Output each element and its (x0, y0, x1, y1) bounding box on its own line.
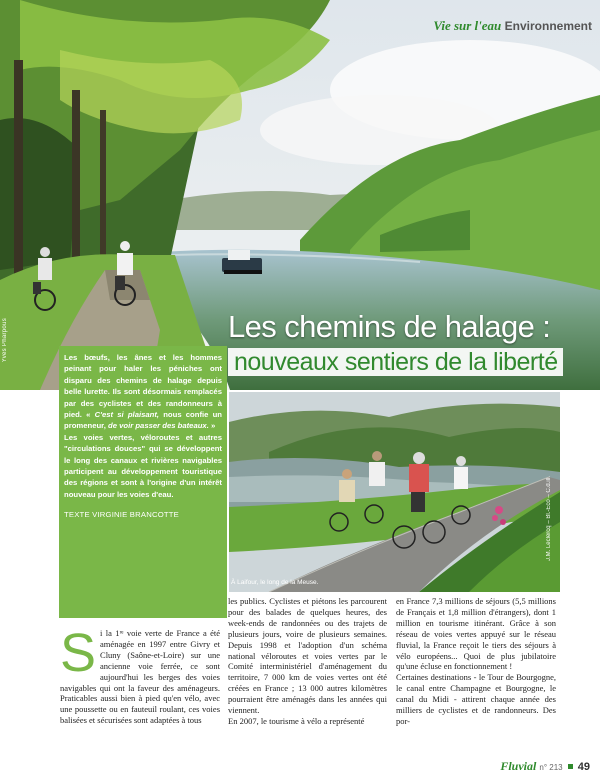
intro-quote: C'est si plaisant, (94, 410, 160, 420)
intro-p1-mid: nous confie un promeneur, (64, 410, 222, 431)
page-footer (500, 759, 590, 774)
intro-p1-end: » (208, 421, 216, 431)
page-number: 49 (577, 761, 590, 773)
intro-paragraph-1 (64, 352, 222, 432)
body-col2-text-a: les publics. Cyclistes et piétons les parcourent pour des balades de quelques heures, des week-ends de randonnées ou des trajets de plusieurs jours, voire de plusieurs semaines. Depuis 1998 et l'adoption d'un schéma national véloroutes et voies vertes par le Comité interministériel d'aménagement du territoire, 7 000 km de voies vertes ont été créées en France ; 13 000 autres kilomètres pourraient être aménagés dans les années qui viennent. (228, 596, 387, 716)
intro-text (64, 352, 222, 521)
title-line-1: Les chemins de halage : (228, 309, 551, 344)
article-title (228, 310, 598, 376)
body-col3-text-b: Certaines destinations - le Tour de Bourgogne, le canal entre Champagne et Bourgogne, le canal du Midi - attirent chaque année des milliers de cyclistes et de randonneurs. Des por- (396, 672, 556, 726)
photo-caption: À Laifour, le long de la Meuse. (231, 579, 319, 586)
issue-number: n° 213 (539, 763, 563, 772)
body-column-1 (60, 623, 220, 726)
author-credit: TEXTE VIRGINIE BRANCOTTE (64, 510, 179, 520)
body-col1-text: i la 1ʳᵉ voie verte de France a été aménagée en 1997 entre Givry et Cluny (Saône-et-Loire) sur une ancienne voie ferrée, ce sont aujourd'hui les berges des voies navigables qui ont la faveur des aménageurs. Praticables aussi bien à pied qu'en vélo, avec une poussette ou en fauteuil roulant, ces voies balisées et sécurisées sont adaptées à tous (60, 628, 220, 726)
body-col2-text-b: En 2007, le tourisme à vélo a représenté (228, 715, 365, 726)
cyclists-photo (229, 392, 560, 592)
title-line-2: nouveaux sentiers de la liberté (228, 348, 563, 376)
body-col3-text-a: en France 7,3 millions de séjours (5,5 millions de Français et 1,8 million d'étrangers), dont 1 million en tourisme itinérant. Grâce à son réseau de voies vertes appuyé sur le réseau fluvial, la France reçoit le tiers des séjours à vélo européens... Quoi de plus jubilatoire qu'une écluse en fonctionnement ! (396, 596, 556, 672)
photo-credit: Yves Pharpous (2, 318, 8, 363)
drop-cap: S (60, 623, 97, 683)
photo2-credit: J.M. Leclercq – Bl.-Eco – C.d.ill. (546, 476, 552, 562)
intro-p1-start: Les bœufs, les ânes et les hommes peinant pour haler les péniches ont disparu des chemins de halage depuis belle lurette. Ils sont désormais remplacés par des cyclistes et des randonneurs à pied. « (64, 353, 222, 420)
section-title: Vie sur l'eau (433, 18, 502, 33)
magazine-name: Fluvial (500, 759, 537, 773)
intro-quote-2: de voir passer des bateaux. (108, 421, 209, 431)
square-bullet-icon (568, 764, 573, 769)
section-header (433, 18, 592, 34)
body-column-3 (396, 596, 556, 727)
body-column-2 (228, 596, 387, 727)
section-subtitle: Environnement (504, 19, 592, 33)
intro-paragraph-2: Les voies vertes, véloroutes et autres "circulations douces" qui se développent le long des canaux et rivières navigables participent au développement touristique des régions et sont à l'origine d'un intérêt nouveau pour les voies d'eau. (64, 432, 222, 499)
